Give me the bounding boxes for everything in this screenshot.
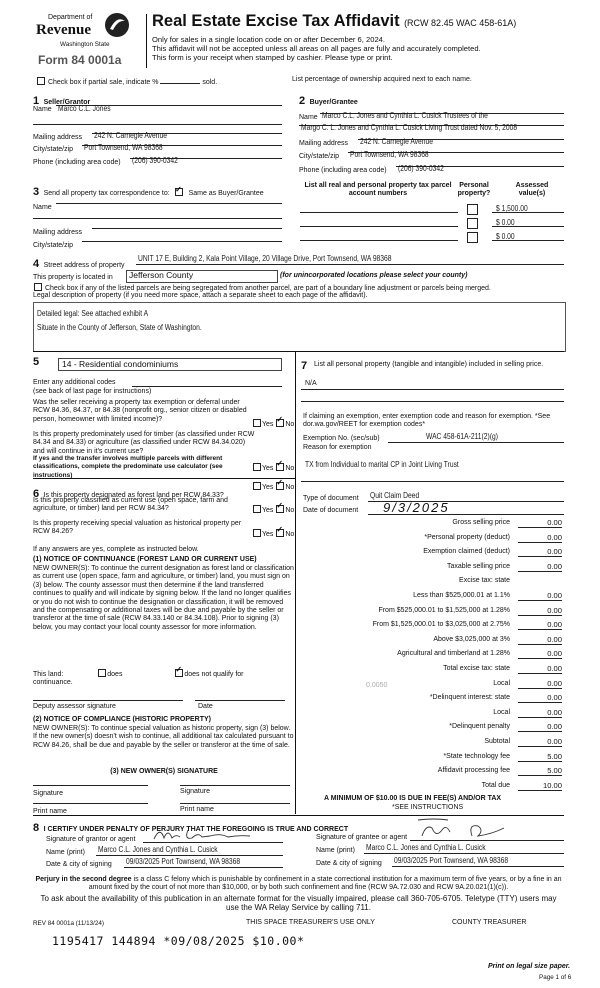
grantee-signature-icon	[412, 816, 532, 842]
address-line	[136, 264, 564, 265]
page-number: Page 1 of 6	[539, 974, 572, 981]
not-qualify-checkbox[interactable]	[175, 669, 183, 677]
certify-text: I CERTIFY UNDER PENALTY OF PERJURY THAT THE FOREGOING IS TRUE AND CORRECT	[43, 826, 349, 833]
divider-6	[33, 478, 295, 479]
uninc-note	[280, 272, 467, 280]
seller-city-field[interactable]: Port Townsend, WA 98368	[84, 143, 163, 152]
doc-date-label: Date of document	[303, 507, 359, 514]
sec4-num: 4	[33, 258, 40, 270]
current-use-no-checkbox[interactable]	[276, 505, 284, 513]
note-3	[152, 53, 393, 62]
deputy-sig-line[interactable]	[33, 700, 183, 701]
forest-no-checkbox[interactable]	[276, 482, 284, 490]
perjury-bold: Perjury in the second degree	[35, 876, 132, 883]
tax-row-value[interactable]: 0.00	[518, 693, 562, 703]
swoosh-icon	[104, 12, 130, 38]
doc-date-field[interactable]: 9/3/2025	[383, 500, 450, 515]
reason-line	[301, 481, 564, 482]
tax-row-label: *State technology fee	[443, 752, 510, 760]
owner-sig-line-1[interactable]	[33, 785, 148, 786]
tax-row-value[interactable]: 10.00	[518, 781, 562, 791]
tax-row-label: Less than $525,000.01 at 1.1%	[413, 592, 510, 599]
doc-type-field[interactable]: Quit Claim Deed	[370, 491, 420, 500]
not-qualify-label: does not qualify for	[184, 671, 244, 678]
partial-sale-label: Check box if partial sale, indicate %	[47, 79, 159, 86]
perjury-note	[33, 876, 564, 893]
this-land-label: This land:	[33, 671, 64, 678]
county-treasurer: COUNTY TREASURER	[452, 919, 527, 926]
sec3-text: Send all property tax correspondence to:	[43, 190, 170, 197]
sec1-num: 1	[33, 95, 40, 107]
deputy-date-label: Date	[198, 703, 213, 710]
q-timber-yn	[252, 463, 294, 473]
uninc-text: (for unincorporated locations please select your county)	[280, 272, 468, 279]
parcel-header: List all real and personal property tax parcel account numbers	[304, 182, 452, 198]
same-as-buyer-checkbox[interactable]	[175, 188, 183, 196]
seller-heading-text: Seller/Grantor	[43, 99, 91, 106]
sig-label-2: Signature	[180, 788, 210, 795]
tax-row-label: *Delinquent interest: state	[429, 694, 510, 702]
segregated-label: Check box if any of the listed parcels are being segregated from another parcel, are part of a boundary line adjustment or parcels being merged.	[44, 285, 491, 292]
legal-desc-label: Legal description of property (if you need more space, attach a separate sheet to each page of the affidavit).	[33, 292, 368, 299]
q1-no-label: No	[285, 421, 295, 428]
personal-checkbox-3[interactable]	[467, 232, 478, 243]
deputy-sig-label: Deputy assessor signature	[33, 703, 116, 710]
tax-row-value[interactable]: 0.00	[518, 737, 562, 747]
tax-row-label: Local	[493, 708, 510, 716]
buyer-phone-field[interactable]: (206) 390-0342	[398, 164, 444, 173]
tax-row-value[interactable]: 0.00	[518, 722, 562, 732]
q2-no-label: No	[285, 465, 295, 472]
grantee-name-label: Name (print)	[316, 847, 355, 854]
q-timber: Is this property predominately used for timber (as classified under RCW 84.34 and 84.33) or agriculture (as classified under RCW 84.34.020) and will continue in it's current use?	[33, 431, 255, 455]
tax-row-value[interactable]: 0.00	[518, 649, 562, 659]
exempt-instr: If claiming an exemption, enter exemption code and reason for exemption. *See dor.wa.gov/REET for exemption codes*	[303, 413, 551, 429]
q1-no-checkbox[interactable]	[276, 419, 284, 427]
sig-label-1: Signature	[33, 790, 63, 797]
grantor-name-line	[96, 855, 283, 856]
owner-print-line-1[interactable]	[33, 803, 148, 804]
segregated-checkbox[interactable]	[34, 283, 42, 291]
form-number: Form 84 0001a	[38, 53, 122, 67]
historic-yes-checkbox[interactable]	[253, 529, 261, 537]
tax-row-label: Total due	[481, 781, 510, 789]
buyer-heading	[299, 91, 358, 109]
sec3-city-line	[82, 241, 282, 242]
personal-header: Personal property?	[457, 182, 491, 198]
assessed-value-2[interactable]: $ 0.00	[496, 218, 515, 227]
buyer-heading-text: Buyer/Grantee	[309, 99, 358, 106]
seller-phone-field[interactable]: (206) 390-0342	[132, 156, 178, 165]
sold-label: sold.	[202, 79, 218, 86]
sec6-q2-yn	[252, 505, 294, 515]
pct-ownership-note: List percentage of ownership acquired next to each name.	[292, 76, 472, 83]
legal-paper-note: Print on legal size paper.	[488, 963, 571, 970]
same-as-buyer-label: Same as Buyer/Grantee	[188, 190, 264, 197]
tax-row-label: Local	[493, 679, 510, 687]
tax-row-label: Taxable selling price	[446, 562, 510, 570]
notice-continuance-head: (1) NOTICE OF CONTINUANCE (FOREST LAND OR CURRENT USE)	[33, 556, 257, 563]
sec8-num: 8	[33, 822, 40, 834]
rcw-text: (RCW 82.45 WAC 458-61A)	[404, 18, 517, 28]
sec3-num: 3	[33, 186, 40, 198]
tax-row-value[interactable]: 0.00	[518, 518, 562, 528]
see-instructions-note: *SEE INSTRUCTIONS	[392, 804, 464, 811]
buyer-mail-field[interactable]: 242 N. Carnegie Avenue	[360, 137, 433, 146]
buyer-mail-label: Mailing address	[299, 140, 349, 147]
note-1: Only for sales in a single location code on or after December 6, 2024.	[152, 35, 386, 44]
accessibility-note: To ask about the availability of this publication in an alternate format for the visually impaired, please call 360-705-6705. Teletype (TTY) users may use the WA Relay Service by calling 711.	[40, 894, 557, 912]
this-land-row	[33, 669, 244, 679]
grantee-date-line	[392, 866, 564, 867]
legal-description-box[interactable]	[33, 302, 566, 352]
tax-row-value[interactable]: 0.00	[518, 591, 562, 601]
county-select[interactable]	[126, 270, 278, 283]
q-exemption-yn	[252, 419, 294, 429]
owner-sig-line-2[interactable]	[180, 785, 290, 786]
seller-city-label: City/state/zip	[33, 146, 74, 153]
perjury-text: is a class C felony which is punishable by confinement in a state correctional institution for a maximum term of five years, or by a fine in an amount fixed by the court of not more than $10,000, or by both such confinement and fine (RCW 9A.72.030 and RCW 9A.20.021(1)(c)).	[88, 876, 562, 892]
tax-row-value[interactable]: 0.00	[518, 635, 562, 645]
sec4-heading	[33, 254, 125, 272]
assessed-header: Assessed value(s)	[515, 182, 549, 198]
buyer-city-label: City/state/zip	[299, 153, 340, 160]
seller-name-label: Name	[33, 106, 52, 113]
sec3-name-line	[56, 203, 282, 204]
form-title	[152, 12, 516, 31]
header-divider	[146, 14, 147, 68]
tax-row-value[interactable]: 0.00	[518, 547, 562, 557]
does-label: does	[107, 671, 123, 678]
local-rate-value: 0.0050	[366, 682, 388, 689]
deputy-date-line[interactable]	[195, 700, 285, 701]
exempt-no-label: Exemption No. (sec/sub)	[303, 435, 380, 442]
partial-sale-checkbox[interactable]	[37, 77, 45, 85]
tax-row-label: From $525,000.01 to $1,525,000 at 1.28%	[378, 606, 510, 614]
tax-row-label: *Delinquent penalty	[449, 723, 510, 731]
notice-compliance-head: (2) NOTICE OF COMPLIANCE (HISTORIC PROPERTY)	[33, 716, 211, 723]
additional-codes-label: Enter any additional codes	[33, 379, 116, 386]
tax-row-value[interactable]: 0.00	[518, 679, 562, 689]
reason-field[interactable]: TX from Individual to marital CP in Joint Living Trust	[305, 460, 459, 469]
grantee-sig-label: Signature of grantee or agent	[316, 834, 408, 841]
exempt-no-line	[388, 442, 564, 443]
sec7-text: List all personal property (tangible and intangible) included in selling price.	[314, 361, 544, 368]
q-exemption: Was the seller receiving a property tax exemption or deferral under RCW 84.36, 84.37, or 84.38 (nonprofit org., senior citizen or disabled person, homeowner with limited income)?	[33, 399, 247, 423]
tax-row-value[interactable]: 5.00	[518, 752, 562, 762]
print-label-1: Print name	[33, 808, 67, 815]
buyer-name-field-1[interactable]: Marco C.L. Jones and Cynthia L. Cusick Trustees of the	[322, 111, 488, 120]
tax-row-label: Subtotal	[484, 738, 510, 745]
grantee-name-field[interactable]: Marco C.L. Jones and Cynthia L. Cusick	[366, 843, 486, 852]
sec6-q2: Is this property classified as current use (open space, farm and agriculture, or timber) land per RCW 84.34?	[33, 497, 228, 513]
tax-row-value[interactable]: 0.00	[518, 708, 562, 718]
buyer-city-field[interactable]: Port Townsend, WA 98368	[350, 150, 429, 159]
receipt-stamp: 1195417 144894 *09/08/2025 $10.00*	[52, 934, 305, 948]
current-use-yes-label: Yes	[262, 507, 274, 514]
assessed-value-3[interactable]: $ 0.00	[496, 232, 515, 241]
county-value: Jefferson County	[129, 270, 194, 280]
tax-row-value[interactable]: 0.00	[518, 606, 562, 616]
seller-mail-label: Mailing address	[33, 134, 83, 141]
sec2-num: 2	[299, 95, 306, 107]
tax-row-value[interactable]: 0.00	[518, 533, 562, 543]
rev-number: REV 84 0001a (11/13/24)	[33, 920, 104, 927]
grantee-date-label: Date & city of signing	[316, 860, 382, 867]
tax-row-label: From $1,525,000.01 to $3,025,000 at 2.75%	[372, 621, 510, 629]
grantor-sig-label: Signature of grantor or agent	[46, 836, 136, 843]
q2-yes-label: Yes	[262, 465, 274, 472]
current-use-no-label: No	[285, 507, 295, 514]
state-text: Washington State	[60, 41, 110, 48]
new-owner-sig-head: (3) NEW OWNER(S) SIGNATURE	[110, 768, 218, 775]
street-address-field[interactable]: UNIT 17 E, Building 2, Kala Point Village, 20 Village Drive, Port Townsend, WA 98368	[138, 254, 392, 263]
continuance-label: continuance.	[33, 679, 73, 686]
partial-sale-row	[36, 77, 217, 87]
q-timber-note: If yes and the transfer involves multiple parcels with different classifications, complete the predominate use calculator (see instructions)	[33, 455, 223, 479]
note-2: This affidavit will not be accepted unless all areas on all pages are fully and accurately completed.	[152, 44, 481, 53]
personal-checkbox-1[interactable]	[467, 204, 478, 215]
grantee-name-line	[364, 853, 564, 854]
sec7-value[interactable]: N/A	[305, 380, 317, 387]
sec4-label: Street address of property	[43, 262, 125, 269]
owner-print-line-2[interactable]	[180, 803, 290, 804]
see-back-note: (see back of last page for instructions)	[33, 388, 152, 395]
seller-phone-label: Phone (including area code)	[33, 159, 121, 166]
sec3-heading	[33, 182, 264, 200]
tax-row-value[interactable]: 0.00	[518, 562, 562, 572]
tax-row-label: *Personal property (deduct)	[424, 533, 510, 541]
legal-line-2: Situate in the County of Jefferson, State of Washington.	[37, 323, 202, 332]
print-label-2: Print name	[180, 806, 214, 813]
notice-compliance-body: NEW OWNER(S): To continue special valuation as historic property, sign (3) below. If the new owner(s) doesn't wish to continue, all additional tax calculated pursuant to RCW 84.26, shall be due and payable by the seller or transferor at the time of sale.	[33, 725, 294, 749]
if-yes-note: If any answers are yes, complete as instructed below.	[33, 546, 199, 553]
sec3-city-label: City/state/zip	[33, 242, 74, 249]
sec6-num: 6	[33, 488, 40, 500]
sec6-q1-text: Is this property designated as forest land per RCW 84.33?	[43, 492, 224, 499]
use-code-select[interactable]	[58, 358, 282, 371]
reason-label: Reason for exemption	[303, 444, 372, 451]
tax-row-label: Excise tax: state	[459, 577, 510, 585]
buyer-phone-label: Phone (including area code)	[299, 167, 387, 174]
sec3-name-line2	[33, 218, 282, 219]
sec6-q3: Is this property receiving special valuation as historical property per RCW 84.26?	[33, 520, 242, 536]
buyer-name-field-2[interactable]: Margo C. L. Jones and Cynthia L. Cusick Living Trust dated Nov. 5, 2008	[301, 123, 518, 132]
note-3-text: This form is your receipt when stamped by cashier. Please type or print.	[152, 53, 393, 62]
tax-row-label: Exemption claimed (deduct)	[423, 548, 510, 556]
q1-yes-checkbox[interactable]	[253, 419, 261, 427]
grantor-name-label: Name (print)	[46, 849, 85, 856]
sec7-num: 7	[301, 360, 308, 372]
revenue-text: Revenue	[36, 22, 91, 38]
forest-yes-checkbox[interactable]	[253, 482, 261, 490]
does-qualify-checkbox[interactable]	[98, 669, 106, 677]
tax-row-value[interactable]: 0.00	[518, 664, 562, 674]
tax-row-label: Agricultural and timberland at 1.28%	[397, 650, 510, 658]
sec6-q1-yn	[252, 482, 294, 492]
seller-name-field[interactable]: Marco C.L. Jones	[58, 104, 111, 113]
q2-no-checkbox[interactable]	[276, 463, 284, 471]
tax-row-label: Affidavit processing fee	[437, 767, 510, 775]
dor-logo	[34, 12, 130, 54]
legal-line-1: Detailed legal: See attached exhibit A	[37, 309, 149, 318]
dept-text: Department of	[48, 14, 93, 21]
tax-row-label: Gross selling price	[452, 519, 510, 526]
forest-yes-label: Yes	[262, 484, 274, 491]
parcel-line-1[interactable]	[300, 212, 458, 213]
grantee-date-field[interactable]: 09/03/2025 Port Townsend, WA 98368	[394, 856, 509, 865]
tax-row-label: Above $3,025,000 at 3%	[433, 635, 510, 643]
assessed-value-1[interactable]: $ 1,500.00	[496, 204, 528, 213]
sec3-mail-line	[92, 228, 282, 229]
minimum-due-note: A MINIMUM OF $10.00 IS DUE IN FEE(S) AND/OR TAX	[324, 795, 502, 802]
seller-name-line2	[33, 124, 282, 125]
seller-mail-field[interactable]: 242 N. Carnegie Avenue	[94, 131, 167, 140]
historic-no-label: No	[285, 531, 295, 538]
q2-yes-checkbox[interactable]	[253, 463, 261, 471]
q1-yes-label: Yes	[262, 421, 274, 428]
notice-continuance-body: NEW OWNER(S): To continue the current designation as forest land or classification as current use (open space, farm and agriculture, or timber) land, you must sign on (3) below. The county assessor must then determine if the land transferred continues to qualify and will indicate by signing below. If the land no longer qualifies or you do not wish to continue the designation or classification, it will be removed and the compensating or additional taxes will be due and payable by the seller or transferor at the time of sale (RCW 84.33.140 or 84.34.108). Prior to signing (3) below, you may contact your local county assessor for more information.	[33, 565, 294, 631]
located-label: This property is located in	[33, 274, 113, 281]
additional-codes-line[interactable]	[132, 386, 282, 387]
title-text: Real Estate Excise Tax Affidavit	[152, 12, 400, 30]
doc-type-label: Type of document	[303, 495, 359, 502]
treasurer-only: THIS SPACE TREASURER'S USE ONLY	[246, 919, 375, 926]
grantor-date-line	[124, 867, 283, 868]
grantor-date-field[interactable]: 09/03/2025 Port Townsend, WA 98368	[126, 857, 241, 866]
grantor-signature-icon	[150, 824, 260, 844]
forest-no-label: No	[285, 484, 295, 491]
parcel-line-2[interactable]	[300, 226, 458, 227]
sec7-line-2	[301, 401, 564, 402]
sec7-line-1	[301, 389, 564, 390]
sec7-heading	[301, 356, 307, 374]
personal-checkbox-2[interactable]	[467, 218, 478, 229]
sec5-num: 5	[33, 356, 40, 368]
current-use-yes-checkbox[interactable]	[253, 505, 261, 513]
grantor-name-field[interactable]: Marco C.L. Jones and Cynthia L. Cusick	[98, 845, 218, 854]
use-code-value: 14 - Residential condominiums	[62, 359, 179, 369]
sec3-name-label: Name	[33, 204, 52, 211]
divider-5	[33, 351, 564, 352]
exempt-no-field[interactable]: WAC 458-61A-211(2)(g)	[426, 432, 498, 441]
grantor-date-label: Date & city of signing	[46, 861, 112, 868]
tax-row-value[interactable]: 0.00	[518, 620, 562, 630]
buyer-name-label: Name	[299, 114, 318, 121]
parcel-line-3[interactable]	[300, 240, 458, 241]
tax-row-label: Total excise tax: state	[443, 665, 510, 672]
historic-yes-label: Yes	[262, 531, 274, 538]
sec3-mail-label: Mailing address	[33, 229, 83, 236]
tax-row-value[interactable]: 5.00	[518, 766, 562, 776]
